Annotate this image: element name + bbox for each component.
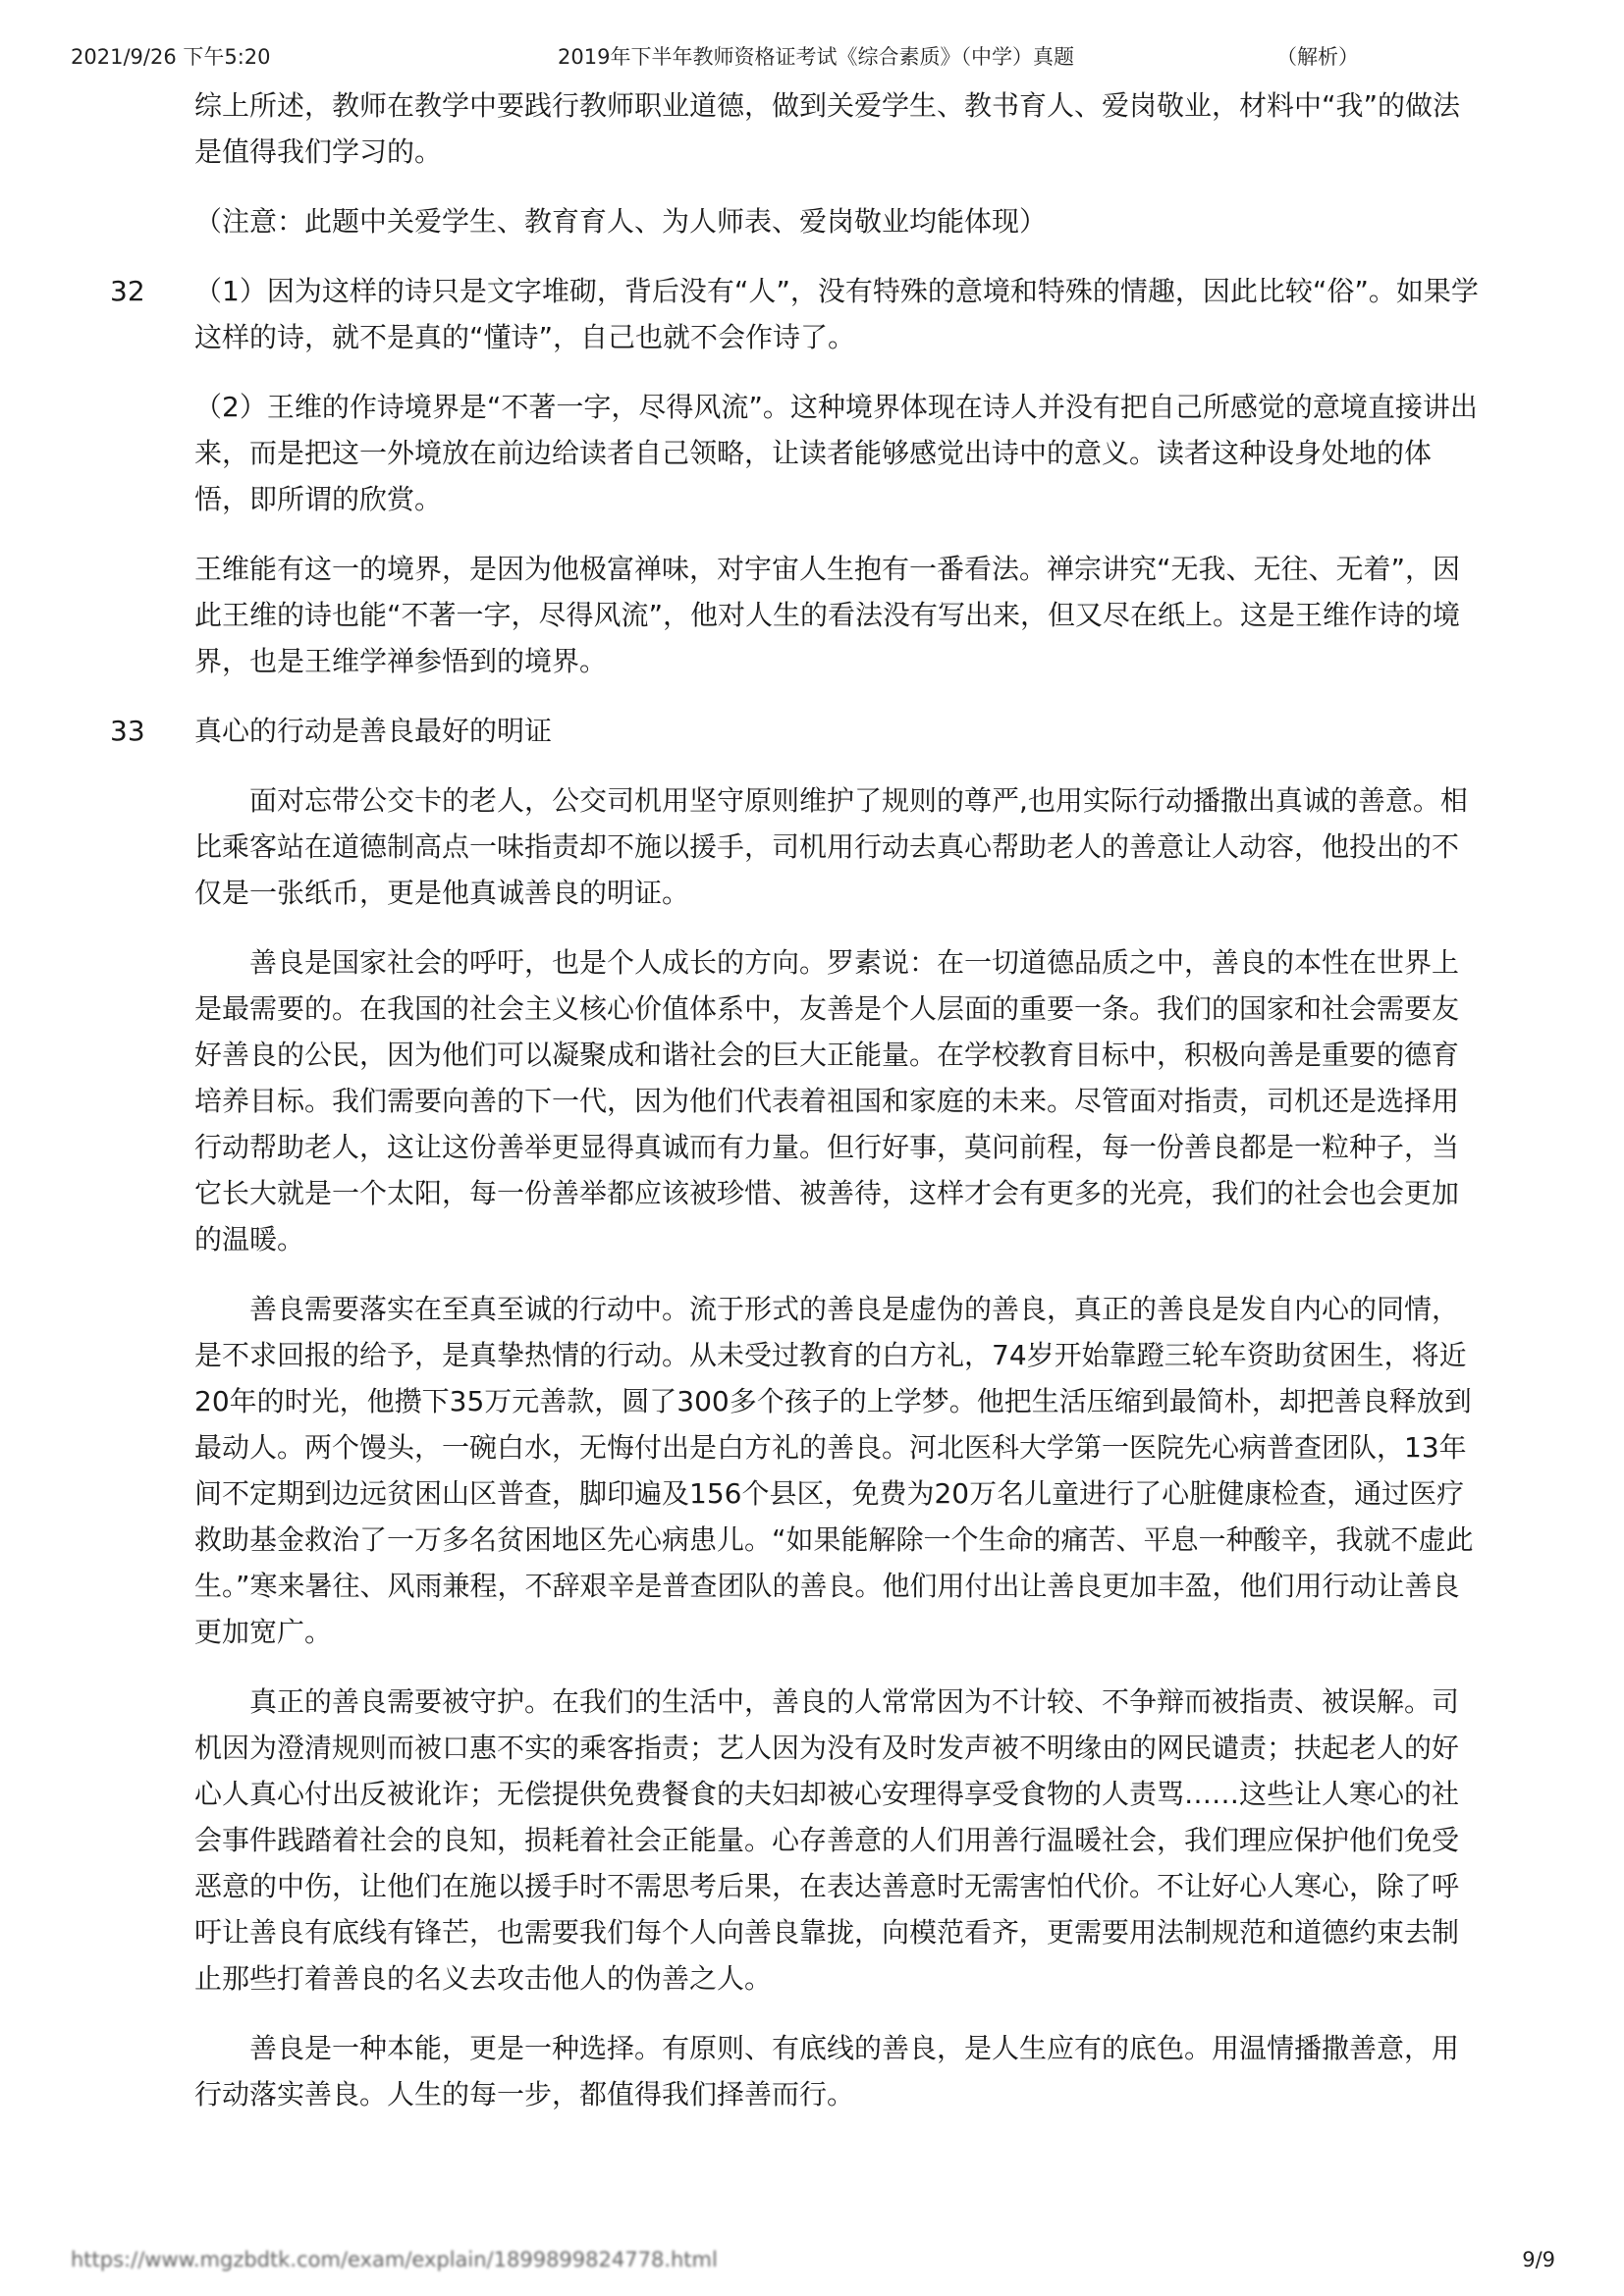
document-body [110,82,1481,2141]
note-paragraph: （注意：此题中关爱学生、教育育人、为人师表、爱岗敬业均能体现） [194,205,1048,238]
essay-paragraph-5: 善良是一种本能，更是一种选择。有原则、有底线的善良，是人生应有的底色。用温情播撒善意，用行动落实善良。人生的每一步，都值得我们择善而行。 [194,2032,1460,2110]
question-33 [110,708,1481,754]
source-url: https://www.mgzbdtk.com/exam/explain/1899899824778.html [71,2248,718,2271]
essay-paragraph-3: 善良需要落实在至真至诚的行动中。流于形式的善良是虚伪的善良，真正的善良是发自内心的同情，是不求回报的给予，是真挚热情的行动。从未受过教育的白方礼，74岁开始靠蹬三轮车资助贫困生，将近20年的时光，他攒下35万元善款，圆了300多个孩子的上学梦。他把生活压缩到最简朴，却把善良释放到最动人。两个馒头，一碗白水，无悔付出是白方礼的善良。河北医科大学第一医院先心病普查团队，13年间不定期到边远贫困山区普查，脚印遍及156个县区，免费为20万名儿童进行了心脏健康检查，通过医疗救助基金救治了一万多名贫困地区先心病患儿。“如果能解除一个生命的痛苦、平息一种酸辛，我就不虚此生。”寒来暑往、风雨兼程，不辞艰辛是普查团队的善良。他们用付出让善良更加丰盈，他们用行动让善良更加宽广。 [194,1293,1474,1648]
essay-paragraph-4: 真正的善良需要被守护。在我们的生活中，善良的人常常因为不计较、不争辩而被指责、被误解。司机因为澄清规则而被口惠不实的乘客指责；艺人因为没有及时发声被不明缘由的网民谴责；扶起老人的好心人真心付出反被讹诈；无偿提供免费餐食的夫妇却被心安理得享受食物的人责骂……这些让人寒心的社会事件践踏着社会的良知，损耗着社会正能量。心存善意的人们用善行温暖社会，我们理应保护他们免受恶意的中伤，让他们在施以援手时不需思考后果，在表达善意时无需害怕代价。不让好心人寒心，除了呼吁让善良有底线有锋芒，也需要我们每个人向善良靠拢，向模范看齐，更需要用法制规范和道德约束去制止那些打着善良的名义去攻击他人的伪善之人。 [194,1685,1460,1995]
answer-part-1: （1）因为这样的诗只是文字堆砌，背后没有“人”，没有特殊的意境和特殊的情趣，因此比较“俗”。如果学这样的诗，就不是真的“懂诗”，自己也就不会作诗了。 [194,275,1479,353]
document-tag: （解析） [1276,45,1359,69]
print-date: 2021/9/26 下午5:20 [71,45,271,69]
essay-paragraph-2: 善良是国家社会的呼吁，也是个人成长的方向。罗素说：在一切道德品质之中，善良的本性在世界上是最需要的。在我国的社会主义核心价值体系中，友善是个人层面的重要一条。我们的国家和社会需要友好善良的公民，因为他们可以凝聚成和谐社会的巨大正能量。在学校教育目标中，积极向善是重要的德育培养目标。我们需要向善的下一代，因为他们代表着祖国和家庭的未来。尽管面对指责，司机还是选择用行动帮助老人，这让这份善举更显得真诚而有力量。但行好事，莫问前程，每一份善良都是一粒种子，当它长大就是一个太阳，每一份善举都应该被珍惜、被善待，这样才会有更多的光亮，我们的社会也会更加的温暖。 [194,946,1460,1255]
page-header [0,41,1624,71]
essay-heading: 真心的行动是善良最好的明证 [194,715,553,747]
conclusion-paragraph: 综上所述，教师在教学中要践行教师职业道德，做到关爱学生、教书育人、爱岗敬业，材料中“我”的做法是值得我们学习的。 [194,89,1461,168]
document-title: 2019年下半年教师资格证考试《综合素质》（中学）真题 [558,45,1074,69]
answer-part-2: （2）王维的作诗境界是“不著一字，尽得风流”。这种境界体现在诗人并没有把自己所感觉的意境直接讲出来，而是把这一外境放在前边给读者自己领略，让读者能够感觉出诗中的意义。读者这种设身处地的体悟，即所谓的欣赏。 [194,391,1478,515]
essay-paragraph-1: 面对忘带公交卡的老人，公交司机用坚守原则维护了规则的尊严,也用实际行动播撒出真诚的善意。相比乘客站在道德制高点一味指责却不施以援手，司机用行动去真心帮助老人的善意让人动容，他投出的不仅是一张纸币，更是他真诚善良的明证。 [194,784,1468,909]
question-32 [110,268,1481,360]
page-footer [0,2248,1624,2277]
question-number: 32 [110,275,145,307]
answer-part-3: 王维能有这一的境界，是因为他极富禅味，对宇宙人生抱有一番看法。禅宗讲究“无我、无往、无着”，因此王维的诗也能“不著一字，尽得风流”，他对人生的看法没有写出来，但又尽在纸上。这是王维作诗的境界，也是王维学禅参悟到的境界。 [194,553,1461,677]
page-number: 9/9 [1522,2248,1555,2271]
question-number: 33 [110,715,145,747]
